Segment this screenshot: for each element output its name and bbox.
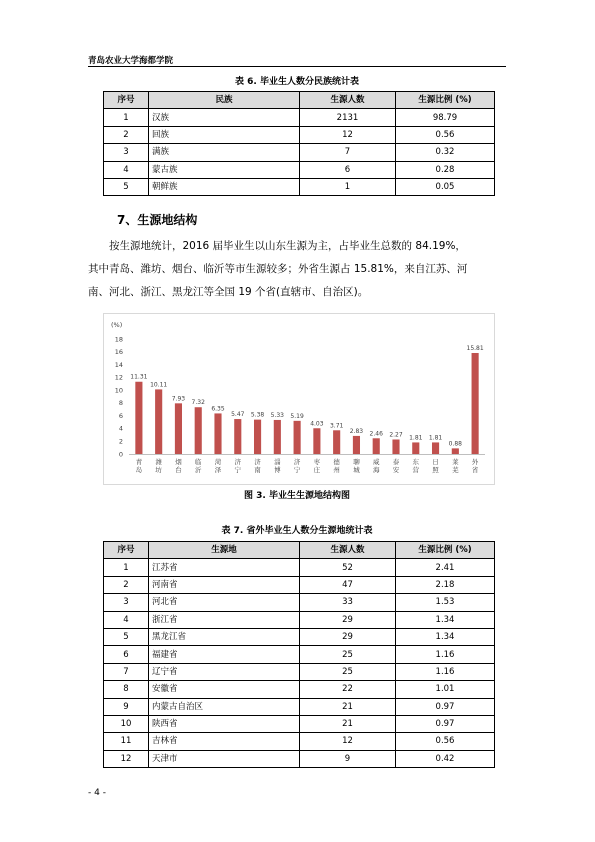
table7-caption: 表 7. 省外毕业生人数分生源地统计表 (221, 526, 373, 536)
table-cell: 1 (104, 559, 149, 576)
table-cell: 1.01 (396, 681, 495, 698)
x-tick-label: 德 (333, 458, 340, 466)
table-cell: 陕西省 (149, 715, 300, 732)
y-tick-label: 14 (114, 360, 123, 369)
table-cell: 3 (104, 144, 149, 161)
table-cell: 1 (104, 109, 149, 126)
table-cell: 5 (104, 178, 149, 195)
table-row (104, 126, 495, 143)
y-tick-label: 2 (118, 437, 123, 446)
y-tick-label: 16 (114, 348, 123, 357)
data-label: 7.93 (171, 395, 186, 403)
table-cell: 1.34 (396, 628, 495, 645)
table-cell: 蒙古族 (149, 161, 300, 178)
data-label: 0.88 (448, 440, 463, 448)
table-cell: 10 (104, 715, 149, 732)
x-tick-label: 济 (254, 458, 261, 466)
table-cell: 25 (300, 663, 396, 680)
bar (155, 389, 162, 454)
paragraph-line: 其中青岛、潍坊、烟台、临沂等市生源较多；外省生源占 15.81%，来自江苏、河 (88, 263, 468, 275)
table-cell: 回族 (149, 126, 300, 143)
table-cell: 2.41 (396, 559, 495, 576)
x-tick-label: 外 (471, 458, 479, 466)
table-cell: 0.97 (396, 715, 495, 732)
x-tick-label: 岛 (135, 466, 143, 474)
x-tick-label: 庄 (313, 466, 321, 474)
table-cell: 2 (104, 126, 149, 143)
table-cell: 0.56 (396, 126, 495, 143)
ethnicity-table (103, 91, 495, 196)
x-tick-label: 菏 (214, 458, 222, 466)
x-tick-label: 青 (135, 458, 143, 466)
table-row (104, 559, 495, 576)
origin-bar-chart (103, 313, 495, 485)
header-rule (88, 66, 506, 67)
column-header: 序号 (104, 92, 149, 109)
data-label: 15.81 (466, 344, 484, 352)
table-cell: 1.16 (396, 646, 495, 663)
x-tick-label: 烟 (175, 458, 182, 466)
bar (234, 419, 241, 454)
x-tick-label: 省 (471, 466, 479, 474)
table-cell: 11 (104, 733, 149, 750)
table-cell: 吉林省 (149, 733, 300, 750)
table-cell: 7 (104, 663, 149, 680)
table-cell: 9 (300, 750, 396, 767)
bar (472, 353, 479, 454)
x-tick-label: 泰 (392, 458, 400, 466)
table-row (104, 576, 495, 593)
column-header: 生源比例 (%) (396, 542, 495, 559)
table-cell: 4 (104, 611, 149, 628)
table-cell: 5 (104, 628, 149, 645)
bar (313, 428, 320, 454)
data-label: 2.83 (349, 427, 364, 435)
table-cell: 29 (300, 611, 396, 628)
table-cell: 0.97 (396, 698, 495, 715)
table-cell: 52 (300, 559, 396, 576)
x-tick-label: 济 (293, 458, 301, 466)
x-tick-label: 聊 (353, 458, 360, 466)
x-tick-label: 州 (333, 466, 340, 474)
x-tick-label: 博 (274, 466, 281, 474)
bar (373, 438, 380, 454)
column-header: 民族 (149, 92, 300, 109)
table-row (104, 594, 495, 611)
bar (412, 442, 419, 454)
x-tick-label: 枣 (313, 458, 321, 466)
table-cell: 1.16 (396, 663, 495, 680)
bar (254, 420, 261, 454)
table-cell: 9 (104, 698, 149, 715)
bar (294, 421, 301, 454)
data-label: 11.31 (130, 373, 148, 381)
x-tick-label: 日 (432, 458, 439, 466)
table-row (104, 109, 495, 126)
x-tick-label: 泽 (214, 466, 222, 474)
table-cell: 2 (104, 576, 149, 593)
table-cell: 0.05 (396, 178, 495, 195)
data-label: 10.11 (150, 381, 168, 389)
data-label: 1.81 (428, 434, 443, 442)
column-header: 序号 (104, 542, 149, 559)
table-cell: 0.42 (396, 750, 495, 767)
table-cell: 福建省 (149, 646, 300, 663)
y-tick-label: 0 (118, 450, 123, 459)
table-cell: 0.56 (396, 733, 495, 750)
table-cell: 1 (300, 178, 396, 195)
bar (333, 430, 340, 454)
data-label: 2.46 (369, 430, 383, 438)
y-tick-label: 4 (118, 424, 123, 433)
table-cell: 21 (300, 698, 396, 715)
table-cell: 12 (300, 126, 396, 143)
table-row (104, 681, 495, 698)
table-cell: 黑龙江省 (149, 628, 300, 645)
bar (274, 420, 281, 454)
table-cell: 1.53 (396, 594, 495, 611)
bar (452, 448, 459, 454)
table-cell: 朝鲜族 (149, 178, 300, 195)
y-tick-label: 18 (114, 335, 123, 344)
y-tick-label: 6 (118, 411, 123, 420)
bar (432, 442, 439, 454)
y-tick-label: 8 (118, 399, 123, 408)
column-header: 生源比例 (%) (396, 92, 495, 109)
table-cell: 0.32 (396, 144, 495, 161)
table-row (104, 715, 495, 732)
table6-caption: 表 6. 毕业生人数分民族统计表 (235, 77, 359, 87)
column-header: 生源人数 (300, 542, 396, 559)
bar (214, 413, 221, 454)
table-header-row (104, 542, 495, 559)
table-cell: 12 (300, 733, 396, 750)
data-label: 2.27 (389, 431, 403, 439)
table-cell: 内蒙古自治区 (149, 698, 300, 715)
page-number: - 4 - (88, 788, 106, 798)
table-cell: 21 (300, 715, 396, 732)
table-cell: 6 (300, 161, 396, 178)
x-tick-label: 台 (175, 466, 182, 474)
table-cell: 22 (300, 681, 396, 698)
paragraph-line: 南、河北、浙江、黑龙江等全国 19 个省(直辖市、自治区)。 (88, 286, 369, 298)
x-tick-label: 南 (254, 466, 261, 474)
x-tick-label: 潍 (155, 458, 162, 466)
bar (392, 439, 399, 454)
table-header-row (104, 92, 495, 109)
section-paragraph (88, 235, 506, 304)
table-cell: 汉族 (149, 109, 300, 126)
x-tick-label: 海 (372, 466, 380, 474)
table-row (104, 646, 495, 663)
x-tick-label: 威 (372, 458, 380, 466)
x-tick-label: 城 (353, 466, 360, 474)
x-tick-label: 临 (194, 458, 202, 466)
data-label: 5.47 (231, 411, 245, 419)
column-header: 生源人数 (300, 92, 396, 109)
table-cell: 4 (104, 161, 149, 178)
data-label: 4.03 (310, 420, 324, 428)
table-cell: 1.34 (396, 611, 495, 628)
table-cell: 33 (300, 594, 396, 611)
bar (195, 407, 202, 454)
x-tick-label: 莱 (452, 458, 459, 466)
table-cell: 25 (300, 646, 396, 663)
bar (135, 382, 142, 454)
province-table (103, 541, 495, 768)
x-tick-label: 东 (412, 458, 420, 466)
chart-caption: 图 3. 毕业生生源地结构图 (244, 491, 350, 501)
table-cell: 河北省 (149, 594, 300, 611)
y-tick-label: 10 (114, 386, 123, 395)
table-row (104, 611, 495, 628)
table-cell: 8 (104, 681, 149, 698)
table-cell: 12 (104, 750, 149, 767)
table-cell: 辽宁省 (149, 663, 300, 680)
table-cell: 0.28 (396, 161, 495, 178)
table-row (104, 178, 495, 195)
table-cell: 安徽省 (149, 681, 300, 698)
table-row (104, 161, 495, 178)
data-label: 7.32 (191, 399, 205, 407)
x-tick-label: 营 (412, 466, 420, 474)
table-cell: 浙江省 (149, 611, 300, 628)
x-tick-label: 照 (432, 466, 439, 474)
table-cell: 江苏省 (149, 559, 300, 576)
data-label: 6.35 (211, 405, 225, 413)
table-cell: 2.18 (396, 576, 495, 593)
bar (175, 403, 182, 454)
x-tick-label: 沂 (194, 466, 202, 474)
table-row (104, 628, 495, 645)
table-cell: 29 (300, 628, 396, 645)
document-header: 青岛农业大学海都学院 (88, 56, 174, 66)
data-label: 5.38 (250, 411, 265, 419)
data-label: 5.19 (290, 412, 304, 420)
data-label: 3.71 (329, 422, 344, 430)
table-cell: 2131 (300, 109, 396, 126)
x-tick-label: 芜 (452, 466, 459, 474)
column-header: 生源地 (149, 542, 300, 559)
data-label: 5.33 (270, 411, 285, 419)
x-tick-label: 安 (392, 466, 400, 474)
table-cell: 河南省 (149, 576, 300, 593)
table-cell: 6 (104, 646, 149, 663)
x-tick-label: 宁 (293, 466, 301, 474)
table-cell: 3 (104, 594, 149, 611)
y-tick-label: 12 (114, 373, 123, 382)
y-axis-label: (%) (111, 321, 123, 329)
table-cell: 7 (300, 144, 396, 161)
table-row (104, 750, 495, 767)
section-title: 7、生源地结构 (117, 213, 198, 227)
x-tick-label: 淄 (274, 458, 281, 466)
table-row (104, 733, 495, 750)
table-row (104, 663, 495, 680)
table-cell: 满族 (149, 144, 300, 161)
data-label: 1.81 (409, 434, 423, 442)
x-tick-label: 宁 (234, 466, 242, 474)
table-row (104, 698, 495, 715)
bar (353, 436, 360, 454)
table-cell: 天津市 (149, 750, 300, 767)
table-cell: 98.79 (396, 109, 495, 126)
paragraph-line: 按生源地统计，2016 届毕业生以山东生源为主，占毕业生总数的 84.19%， (109, 240, 466, 252)
x-tick-label: 济 (234, 458, 242, 466)
x-tick-label: 坊 (155, 466, 162, 474)
table-row (104, 144, 495, 161)
table-cell: 47 (300, 576, 396, 593)
